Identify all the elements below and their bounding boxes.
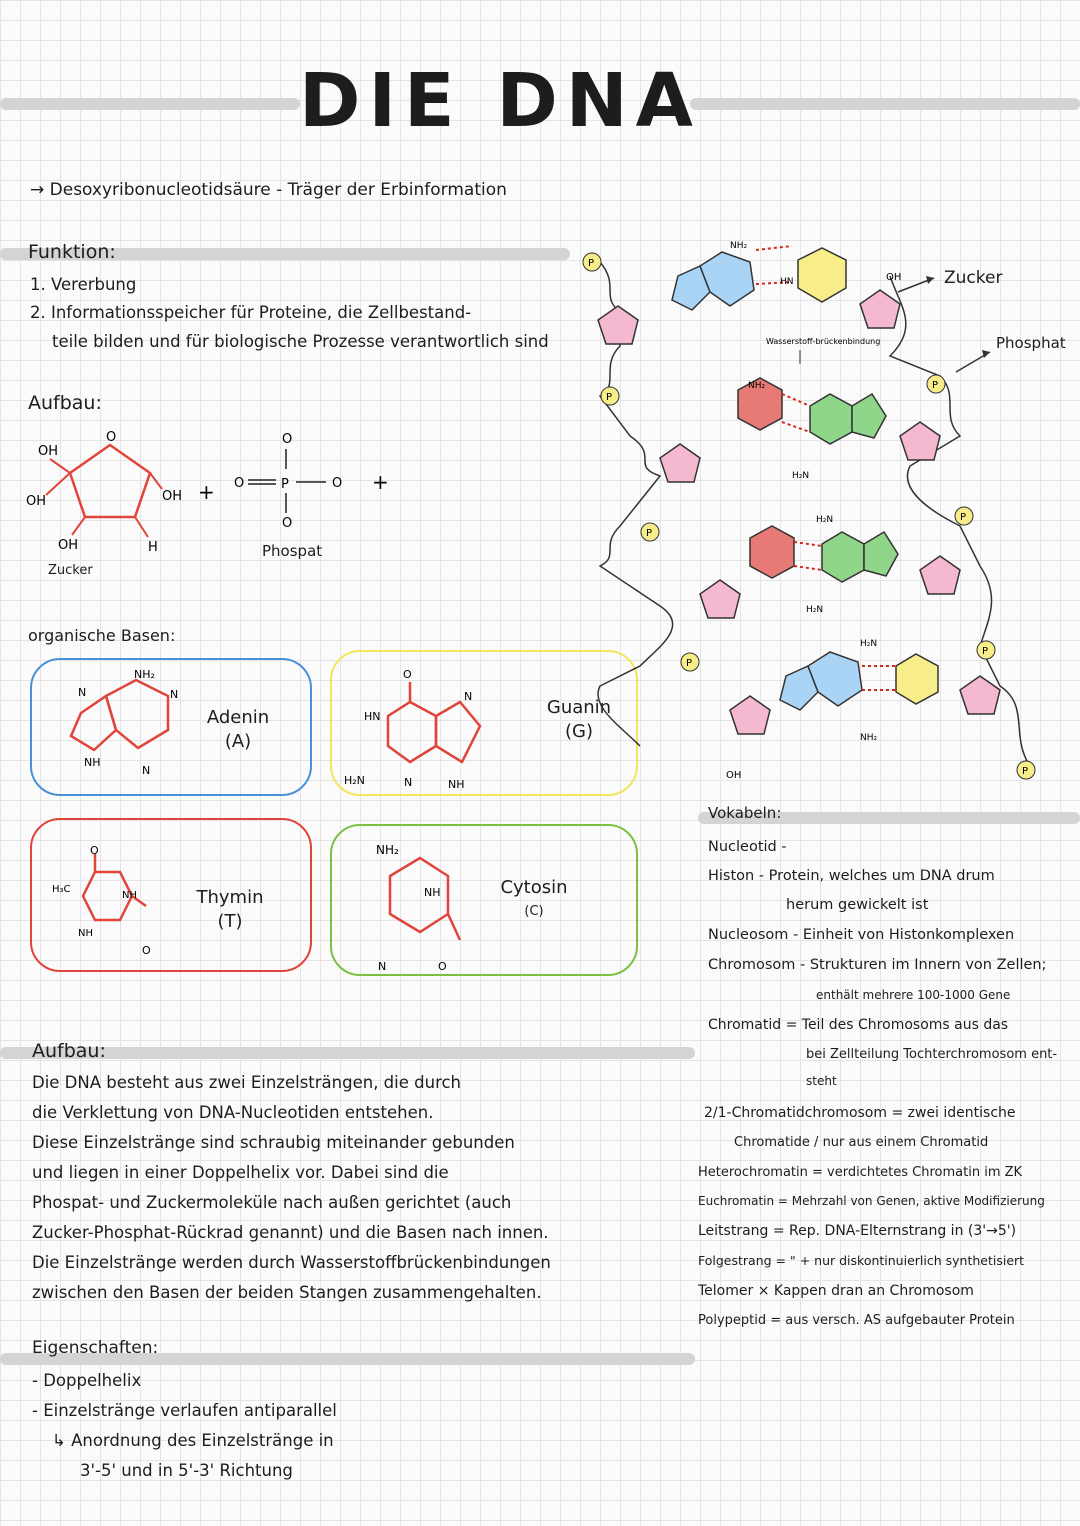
- thymin-o1: O: [90, 844, 99, 857]
- svg-text:H₂N: H₂N: [792, 471, 810, 481]
- adenin-label: [198, 706, 278, 754]
- guanin-5ring-1: [852, 394, 886, 438]
- funktion-item-2: 2. Informationsspeicher für Proteine, die Zellbestand-: [30, 303, 472, 322]
- phosphate-l1: [583, 253, 601, 271]
- cytosin-nh2: NH₂: [376, 843, 399, 857]
- vokabel-8: steht: [806, 1074, 837, 1088]
- vokabel-14: Folgestrang = " + nur diskontinuierlich synthetisiert: [698, 1253, 1025, 1268]
- vokabel-16: Polypeptid = aus versch. AS aufgebauter Protein: [698, 1313, 1015, 1328]
- vokabel-2: herum gewickelt ist: [786, 897, 929, 913]
- sugar-r4: [960, 676, 1000, 714]
- dna-double-helix-diagram: [560, 226, 1080, 816]
- aufbau-line-3: und liegen in einer Doppelhelix vor. Dabei sind die: [32, 1163, 449, 1182]
- cytosin-o: O: [438, 960, 447, 973]
- aufbau-line-4: Phospat- und Zuckermoleküle nach außen gerichtet (auch: [32, 1193, 512, 1212]
- phos-o-left: O: [234, 476, 245, 491]
- sugar-phosphate-formula: [20, 425, 420, 585]
- sugar-h: H: [148, 540, 158, 555]
- thymin-nh1: NH: [122, 890, 137, 901]
- thymin-abbr: (T): [217, 911, 243, 932]
- cytosin-n: N: [378, 960, 387, 973]
- cytosin-name: Cytosin: [500, 877, 568, 898]
- sugar-l2: [660, 444, 700, 482]
- phosphate-r3: [977, 641, 995, 659]
- thymin-label: [190, 886, 270, 934]
- sugar-oh-top: OH: [38, 444, 59, 459]
- cytosin-ring-2: [750, 526, 794, 578]
- funktion-item-3: teile bilden und für biologische Prozesse verantwortlich sind: [52, 332, 549, 351]
- thymin-h3c: H₃C: [52, 884, 71, 895]
- diagram-label-phosphat: Phosphat: [996, 334, 1066, 352]
- phos-o-bottom: O: [282, 516, 293, 531]
- adenin-6ring-1: [700, 252, 754, 306]
- sugar-ring: [70, 445, 150, 517]
- vokabel-13: Leitstrang = Rep. DNA-Elternstrang in (3'→5'): [698, 1223, 1017, 1239]
- cytosin-label: [486, 876, 582, 924]
- diagram-label-zucker: Zucker: [944, 268, 1003, 288]
- svg-text:P: P: [932, 380, 939, 391]
- page-subtitle: → Desoxyribonucleotidsäure - Träger der Erbinformation: [30, 180, 507, 200]
- vokabel-12: Euchromatin = Mehrzahl von Genen, aktive Modifizierung: [698, 1194, 1045, 1208]
- adenin-abbr: (A): [224, 731, 252, 752]
- phos-o-top: O: [282, 432, 293, 447]
- funktion-item-1: 1. Vererbung: [30, 275, 137, 294]
- diagram-oh-bottom: OH: [726, 770, 742, 781]
- svg-text:P: P: [1022, 766, 1029, 777]
- aufbau-line-2: Diese Einzelstränge sind schraubig miteinander gebunden: [32, 1133, 515, 1152]
- svg-text:P: P: [982, 646, 989, 657]
- thymin-ring-2: [896, 654, 938, 704]
- basen-heading: organische Basen:: [28, 626, 176, 645]
- svg-text:P: P: [960, 512, 967, 523]
- adenin-6ring-2: [808, 652, 862, 706]
- zucker-label: Zucker: [48, 563, 93, 578]
- plus-2: +: [372, 470, 389, 494]
- thymin-nh2: NH: [78, 928, 93, 939]
- vokabel-1: Histon - Protein, welches um DNA drum: [708, 868, 995, 884]
- vokabel-9: 2/1-Chromatidchromosom = zwei identische: [704, 1105, 1016, 1121]
- guanin-name: Guanin: [546, 697, 612, 718]
- guanin-abbr: (G): [565, 721, 593, 742]
- guanin-6ring-2: [822, 532, 864, 582]
- vokabel-6: Chromatid = Teil des Chromosoms aus das: [708, 1017, 1009, 1033]
- guanin-o: O: [403, 668, 412, 681]
- sugar-oh-bottom: OH: [58, 538, 79, 553]
- guanin-6ring-1: [810, 394, 852, 444]
- sugar-r1: [860, 290, 900, 328]
- sugar-r3: [920, 556, 960, 594]
- cytosin-structure: [350, 838, 490, 978]
- diagram-oh-top: OH: [886, 272, 902, 283]
- plus-1: +: [198, 480, 215, 504]
- guanin-n2: N: [404, 776, 413, 788]
- guanin-nh: NH: [448, 778, 465, 788]
- svg-text:HN: HN: [780, 277, 794, 287]
- svg-text:P: P: [606, 392, 613, 403]
- eigenschaft-1: - Einzelstränge verlaufen antiparallel: [32, 1401, 337, 1420]
- eigenschaft-2: ↳ Anordnung des Einzelstränge in: [52, 1431, 334, 1450]
- adenin-n3: N: [142, 764, 151, 777]
- guanin-h2n: H₂N: [344, 774, 365, 787]
- svg-text:P: P: [588, 258, 595, 269]
- cytosin-abbr: (C): [524, 904, 544, 919]
- thymin-o2: O: [142, 944, 151, 957]
- guanin-5ring-2: [864, 532, 898, 576]
- sugar-r2: [900, 422, 940, 460]
- vokabeln-heading: Vokabeln:: [708, 804, 782, 822]
- thymin-name: Thymin: [196, 887, 264, 908]
- guanin-structure: [340, 664, 520, 788]
- adenin-nh: NH: [84, 756, 101, 769]
- page-title: DIE DNA: [299, 58, 701, 144]
- adenin-structure: [56, 668, 206, 786]
- eigenschaften-heading: Eigenschaften:: [32, 1338, 159, 1358]
- vokabel-11: Heterochromatin = verdichtetes Chromatin im ZK: [698, 1165, 1023, 1180]
- phosphate-r4: [1017, 761, 1035, 779]
- aufbau-line-5: Zucker-Phosphat-Rückrad genannt) und die Basen nach innen.: [32, 1223, 549, 1242]
- guanin-hn: HN: [364, 710, 381, 723]
- guanin-n1: N: [464, 690, 473, 703]
- aufbau-line-6: Die Einzelstränge werden durch Wasserstoffbrückenbindungen: [32, 1253, 551, 1272]
- vokabel-4: Chromosom - Strukturen im Innern von Zellen;: [708, 957, 1047, 973]
- phosphate-l4: [681, 653, 699, 671]
- phosphate-l3: [641, 523, 659, 541]
- phospat-label: Phospat: [262, 542, 323, 560]
- svg-text:H₂N: H₂N: [816, 515, 834, 525]
- sugar-l1: [598, 306, 638, 344]
- vokabel-7: bei Zellteilung Tochterchromosom ent-: [806, 1047, 1058, 1062]
- thymin-structure: [50, 844, 170, 964]
- aufbau-line-0: Die DNA besteht aus zwei Einzelsträngen, die durch: [32, 1073, 462, 1092]
- phosphate-r1: [927, 375, 945, 393]
- aufbau-text-heading: Aufbau:: [32, 1040, 106, 1062]
- phosphate-r2: [955, 507, 973, 525]
- thymin-ring-1: [798, 248, 846, 302]
- vokabel-5: enthält mehrere 100-1000 Gene: [816, 988, 1011, 1002]
- vokabel-0: Nucleotid -: [708, 839, 787, 855]
- phos-p: P: [281, 477, 289, 492]
- aufbau-heading: Aufbau:: [28, 392, 102, 414]
- aufbau-line-1: die Verklettung von DNA-Nucleotiden entstehen.: [32, 1103, 434, 1122]
- sugar-oh-left: OH: [26, 494, 47, 509]
- svg-text:H₂N: H₂N: [860, 639, 878, 649]
- adenin-n1: N: [78, 686, 87, 699]
- wbb-label: Wasserstoff-brückenbindung: [766, 337, 881, 346]
- eigenschaft-0: - Doppelhelix: [32, 1371, 142, 1390]
- adenin-nh2: NH₂: [134, 668, 155, 681]
- sugar-l4: [730, 696, 770, 734]
- adenin-n2: N: [170, 688, 179, 701]
- phosphate-l2: [601, 387, 619, 405]
- vokabel-10: Chromatide / nur aus einem Chromatid: [734, 1135, 989, 1150]
- vokabel-15: Telomer × Kappen dran an Chromosom: [698, 1283, 974, 1299]
- cytosin-nh: NH: [424, 886, 441, 899]
- sugar-l3: [700, 580, 740, 618]
- svg-text:NH₂: NH₂: [860, 733, 878, 743]
- svg-text:NH₂: NH₂: [730, 241, 748, 251]
- svg-text:P: P: [686, 658, 693, 669]
- sugar-o: O: [106, 430, 117, 445]
- svg-text:H₂N: H₂N: [806, 605, 824, 615]
- sugar-oh-right: OH: [162, 489, 183, 504]
- funktion-heading: Funktion:: [28, 241, 116, 263]
- phos-o-right: O: [332, 476, 343, 491]
- svg-text:P: P: [646, 528, 653, 539]
- svg-text:NH₂: NH₂: [748, 381, 766, 391]
- vokabel-3: Nucleosom - Einheit von Histonkomplexen: [708, 927, 1015, 943]
- eigenschaft-3: 3'-5' und in 5'-3' Richtung: [80, 1461, 293, 1480]
- adenin-name: Adenin: [206, 707, 270, 728]
- aufbau-line-7: zwischen den Basen der beiden Stangen zusammengehalten.: [32, 1283, 542, 1302]
